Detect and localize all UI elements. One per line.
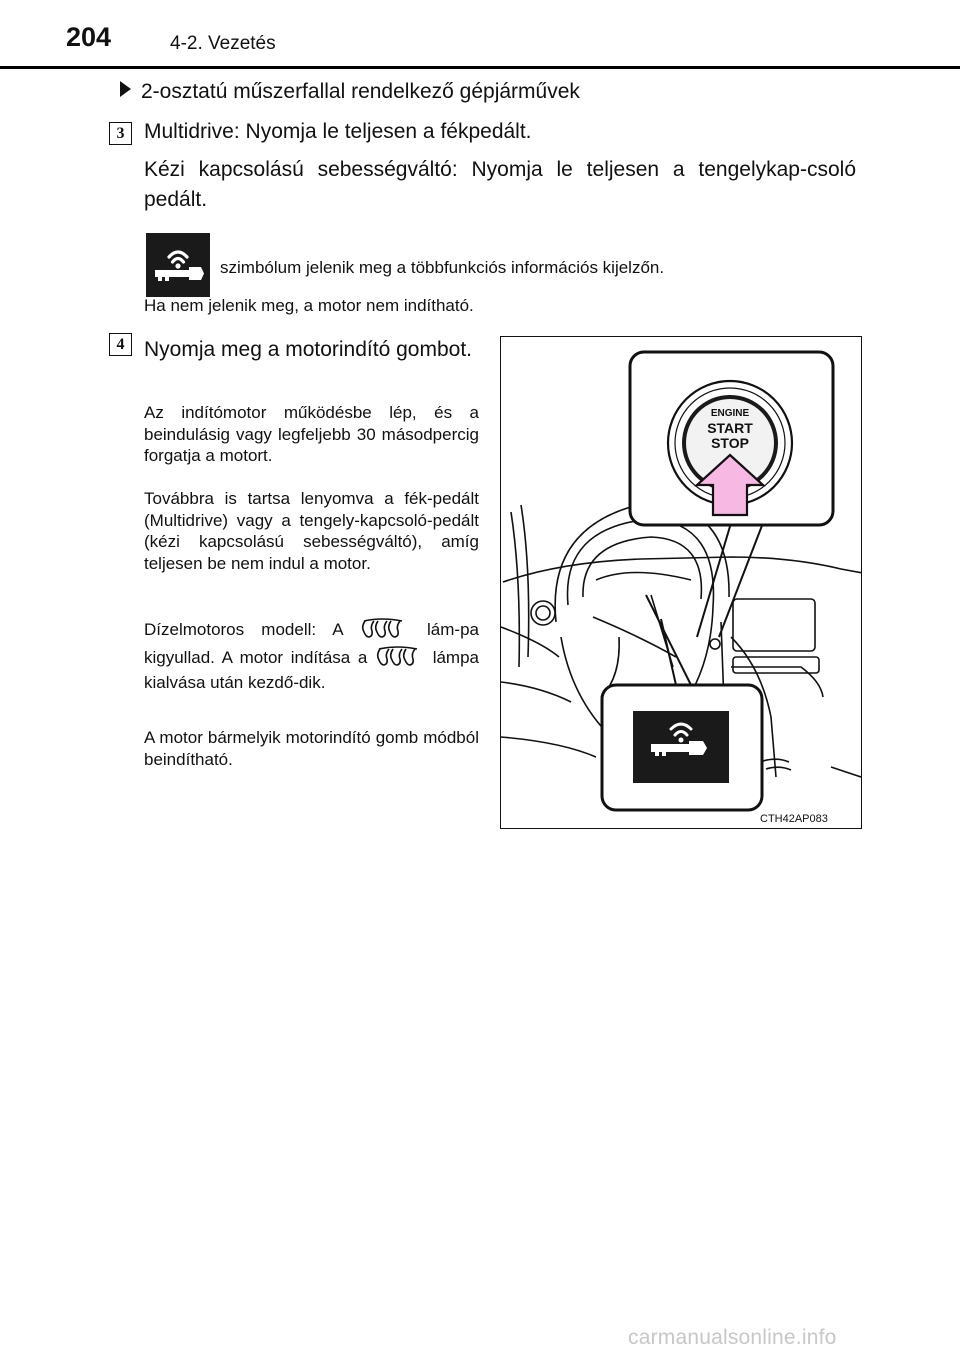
step3-multidrive-text: Multidrive: Nyomja le teljesen a fékpedált.: [144, 120, 532, 143]
engine-start-indicator-icon: [633, 711, 729, 783]
engine-start-indicator-icon: [146, 233, 210, 297]
step4-paragraph-3: [144, 617, 479, 694]
p3-mid: lám-pa kigyullad. A motor indítása a: [144, 620, 479, 667]
section-title: 4-2. Vezetés: [170, 33, 276, 54]
step4-title: Nyomja meg a motorindító gombot.: [144, 338, 472, 361]
step3-manual-text: Kézi kapcsolású sebességváltó: Nyomja le teljesen a tengelykap-csoló pedált.: [144, 158, 856, 211]
watermark: carmanualsonline.info: [628, 1326, 837, 1349]
bullet-heading-text: 2-osztatú műszerfallal rendelkező gépjárművek: [141, 80, 580, 103]
glow-plug-indicator-icon: [360, 617, 410, 645]
step4-paragraph-4: A motor bármelyik motorindító gomb módból beindítható.: [144, 728, 479, 769]
glow-plug-indicator-icon: [375, 645, 425, 673]
step4-paragraph-1: Az indítómotor működésbe lép, és a beindulásig vagy legfeljebb 30 másodpercig forgatja a motort.: [144, 403, 479, 465]
step4-paragraph-2: Továbbra is tartsa lenyomva a fék-pedált (Multidrive) vagy a tengely-kapcsoló-pedált (kézi kapcsolású sebességváltó), amíg teljesen be nem indul a motor.: [144, 489, 479, 573]
p3-suffix: lámpa kialvása után kezdő-dik.: [144, 647, 479, 692]
header-rule: [0, 66, 960, 69]
not-shown-note: Ha nem jelenik meg, a motor nem indítható.: [144, 296, 474, 315]
start-label: START: [707, 420, 753, 436]
step-number-3: 3: [109, 122, 132, 145]
figure-code: CTH42AP083: [760, 813, 828, 825]
dashboard-illustration: [500, 336, 862, 829]
bullet-triangle-icon: [120, 81, 131, 97]
indicator-description: szimbólum jelenik meg a többfunkciós információs kijelzőn.: [220, 258, 665, 277]
step-number-4: 4: [109, 333, 132, 356]
p3-prefix: Dízelmotoros modell: A: [144, 620, 343, 639]
stop-label: STOP: [711, 435, 749, 451]
page-number: 204: [66, 22, 112, 52]
engine-label: ENGINE: [710, 408, 750, 419]
bullet-heading: [120, 80, 580, 104]
